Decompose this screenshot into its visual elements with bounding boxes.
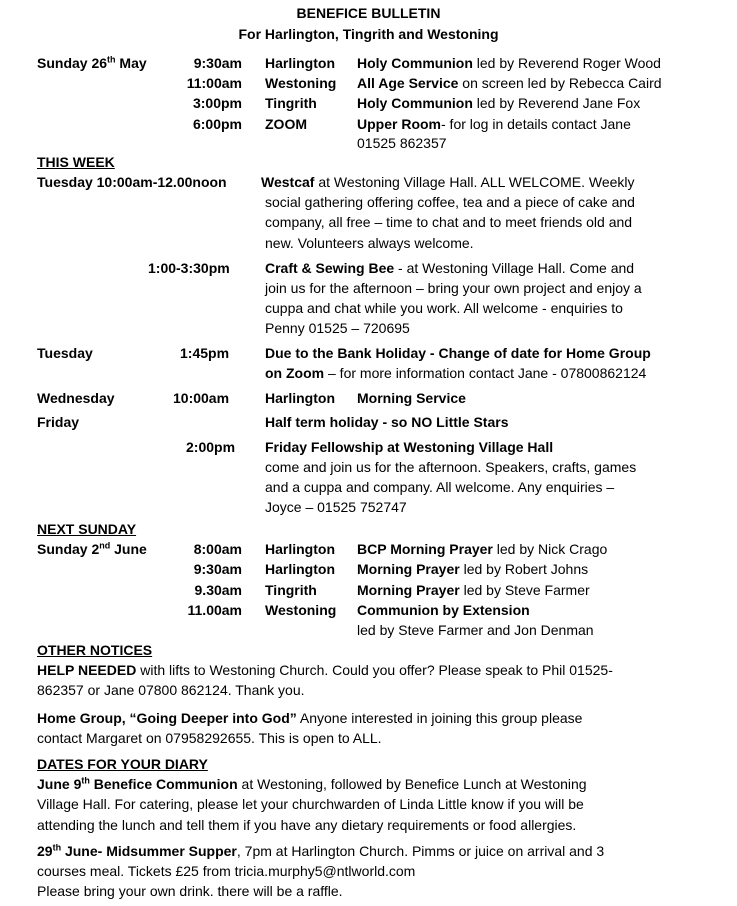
wednesday-time: 10:00am: [173, 390, 230, 406]
homegroup-day: Tuesday: [37, 345, 93, 361]
fellowship-time: 2:00pm: [186, 439, 236, 455]
homegroup-line: on Zoom – for more information contact Jane - 07800862124: [265, 365, 647, 381]
notice-help-line: HELP NEEDED with lifts to Westoning Church. Could you offer? Please speak to Phil 01525-: [37, 662, 613, 678]
westcaf-line: Westcaf at Westoning Village Hall. ALL WELCOME. Weekly: [261, 174, 635, 190]
diary-june9-line: Village Hall. For catering, please let your churchwarden of Linda Little know if you will be: [37, 796, 584, 812]
craft-time: 1:00-3:30pm: [148, 260, 230, 276]
friday-day: Friday: [37, 414, 80, 430]
service-time: 8:00am: [193, 541, 242, 557]
service-time: 11.00am: [187, 602, 242, 618]
craft-line: Penny 01525 – 720695: [265, 320, 410, 336]
service-phone: 01525 862357: [357, 135, 447, 151]
craft-line: cuppa and chat while you work. All welcome - enquiries to: [265, 300, 623, 316]
diary-june29-line: 29th June- Midsummer Supper, 7pm at Harlington Church. Pimms or juice on arrival and 3: [37, 842, 605, 859]
craft-line: join us for the afternoon – bring your own project and enjoy a: [265, 280, 642, 296]
section-heading-other-notices: OTHER NOTICES: [37, 642, 153, 658]
notice-homegroup-line: contact Margaret on 07958292655. This is open to ALL.: [37, 730, 382, 746]
service-entry: Holy Communion led by Reverend Roger Wood: [357, 55, 661, 71]
service-entry: Holy Communion led by Reverend Jane Fox: [357, 95, 641, 111]
service-place: Harlington: [265, 561, 335, 577]
homegroup-time: 1:45pm: [180, 345, 230, 361]
service-leaders: led by Steve Farmer and Jon Denman: [357, 622, 594, 638]
bulletin-subtitle: For Harlington, Tingrith and Westoning: [238, 26, 499, 42]
service-place: Harlington: [265, 541, 335, 557]
service-time: 6:00pm: [192, 116, 242, 132]
notice-help-line: 862357 or Jane 07800 862124. Thank you.: [37, 682, 305, 698]
westcaf-line: new. Volunteers always welcome.: [265, 235, 474, 251]
fellowship-line: Joyce – 01525 752747: [265, 499, 407, 515]
service-place: ZOOM: [265, 116, 307, 132]
fellowship-title: Friday Fellowship at Westoning Village Hall: [265, 439, 554, 455]
section-heading-diary: DATES FOR YOUR DIARY: [37, 756, 208, 772]
service-entry: Morning Prayer led by Steve Farmer: [357, 582, 590, 598]
westcaf-line: company, all free – time to chat and to meet friends old and: [265, 214, 633, 230]
section-heading-next-sunday: NEXT SUNDAY: [37, 521, 137, 537]
service-entry: BCP Morning Prayer led by Nick Crago: [357, 541, 608, 557]
fellowship-line: and a cuppa and company. All welcome. Any enquiries –: [265, 479, 615, 495]
section-heading-this-week: THIS WEEK: [37, 154, 115, 170]
diary-june9-line: June 9th Benefice Communion at Westoning, followed by Benefice Lunch at Westoning: [37, 775, 587, 792]
service-place: Tingrith: [265, 582, 317, 598]
craft-line: Craft & Sewing Bee - at Westoning Village Hall. Come and: [265, 260, 635, 276]
homegroup-line: Due to the Bank Holiday - Change of date for Home Group: [265, 345, 651, 361]
next-sunday-date: Sunday 2nd June: [37, 540, 147, 557]
notice-homegroup-line: Home Group, “Going Deeper into God” Anyone interested in joining this group please: [37, 710, 583, 726]
service-place: Tingrith: [265, 95, 317, 111]
service-time: 9.30am: [194, 582, 242, 598]
service-place: Westoning: [265, 75, 337, 91]
diary-june29-line: courses meal. Tickets £25 from tricia.murphy5@ntlworld.com: [37, 863, 416, 879]
fellowship-line: come and join us for the afternoon. Speakers, crafts, games: [265, 459, 637, 475]
service-time: 3:00pm: [192, 95, 242, 111]
service-time: 9:30am: [193, 561, 242, 577]
service-entry: Upper Room- for log in details contact Jane: [357, 116, 631, 132]
sunday-date: Sunday 26th May: [37, 54, 147, 71]
service-entry: All Age Service on screen led by Rebecca Caird: [357, 75, 662, 91]
service-place: Harlington: [265, 55, 335, 71]
service-time: 9:30am: [193, 55, 242, 71]
service-entry: Morning Prayer led by Robert Johns: [357, 561, 589, 577]
wednesday-day: Wednesday: [37, 390, 115, 406]
service-time: 11:00am: [186, 75, 242, 91]
westcaf-line: social gathering offering coffee, tea and a piece of cake and: [265, 194, 635, 210]
service-place: Westoning: [265, 602, 337, 618]
westcaf-when: Tuesday 10:00am-12.00noon: [37, 174, 227, 190]
diary-june29-line: Please bring your own drink. there will be a raffle.: [37, 883, 343, 899]
friday-note: Half term holiday - so NO Little Stars: [265, 414, 509, 430]
diary-june9-line: attending the lunch and tell them if you have any dietary requirements or food allergies.: [37, 817, 577, 833]
bulletin-title: BENEFICE BULLETIN: [296, 5, 441, 21]
service-entry: Communion by Extension: [357, 602, 530, 618]
wednesday-event: Morning Service: [357, 390, 466, 406]
wednesday-place: Harlington: [265, 390, 335, 406]
